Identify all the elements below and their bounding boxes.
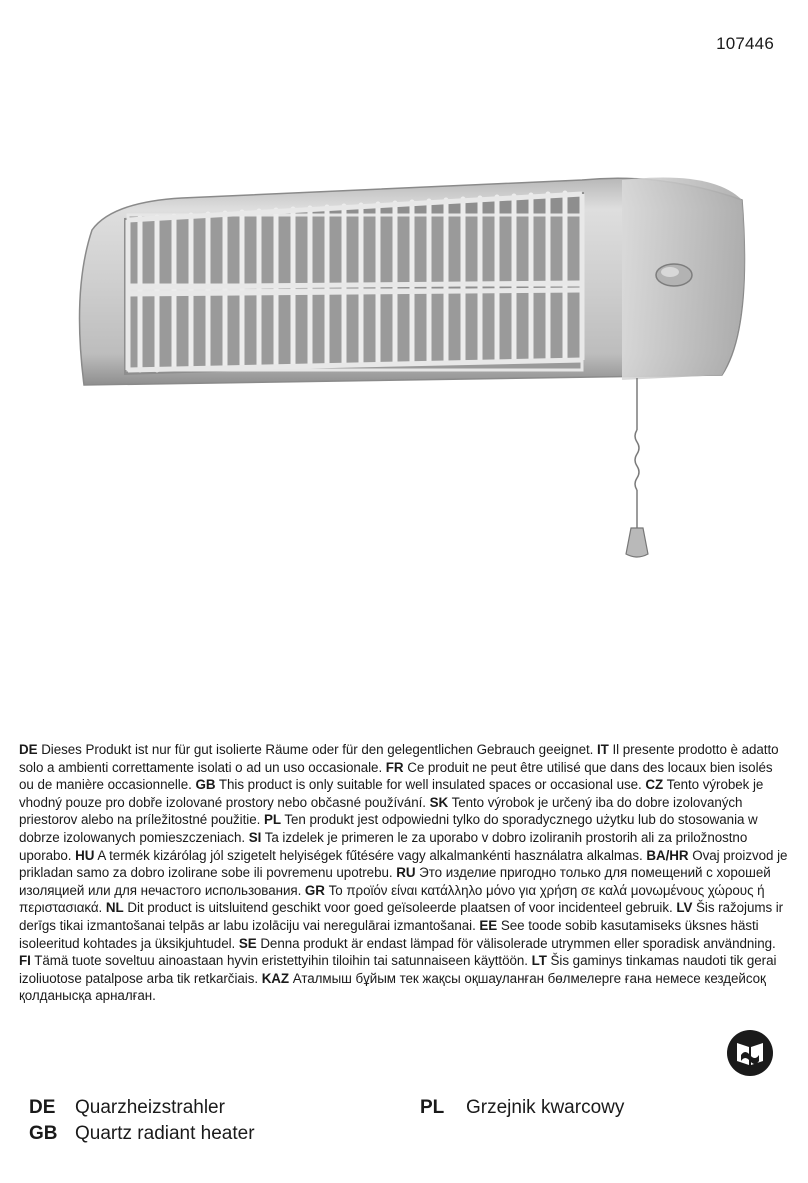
notice-text: Il presente prodotto è adatto solo a ambienti correttamente isolati o ad un uso occasionale. [19, 742, 779, 775]
notice-text: Ovaj proizvod je prikladan samo za dobro izolirane sobe ili povremenu upotrebu. [19, 847, 788, 881]
title-pl [420, 1097, 624, 1119]
notice-lang-code: LT [531, 953, 547, 969]
notice-text: Tento výrobok je určený iba do dobre izolovaných priestorov alebo na príležitostné použitie. [19, 794, 743, 828]
notice-text: Dit product is uitsluitend geschikt voor goed geïsoleerde plaatsen of voor incidenteel gebruik. [127, 900, 673, 916]
notice-lang-code: PL [263, 812, 281, 828]
heater-illustration [62, 170, 778, 570]
notice-lang-code: SK [429, 794, 449, 810]
notice-lang-code: SE [238, 935, 257, 951]
notice-text: Tento výrobek je vhodný pouze pro dobře izolované prostory nebo občasné používání. [19, 777, 764, 810]
title-gb [29, 1123, 255, 1145]
notice-lang-code: EE [479, 917, 498, 933]
notice-text: Ten produkt jest odpowiedni tylko do sporadycznego użytku lub do stosowania w dobrze izolowanych pomieszczeniach. [19, 812, 758, 845]
notice-lang-code: KAZ [261, 970, 290, 986]
title-de-code: DE [29, 1097, 56, 1118]
notice-text: Šis ražojums ir derīgs tikai izmantošanai telpās ar labu izolāciju vai neregulārai izmantošanai. [19, 900, 784, 933]
notice-lang-code: FR [385, 759, 404, 775]
article-number: 107446 [716, 34, 774, 53]
title-gb-name: Quartz radiant heater [75, 1123, 255, 1144]
notice-lang-code: LV [676, 900, 693, 916]
read-manual-icon [726, 1029, 774, 1077]
notice-lang-code: IT [597, 742, 609, 757]
pull-cord-handle [626, 528, 648, 557]
notice-lang-code: GR [304, 882, 325, 898]
notice-text: Tämä tuote soveltuu ainoastaan hyvin eristettyihin tiloihin tai satunnaiseen käyttöön. [34, 953, 528, 969]
notice-gb [195, 777, 641, 792]
notice-lang-code: RU [396, 865, 416, 881]
notice-lang-code: GB [195, 777, 216, 793]
notice-lang-code: FI [19, 953, 31, 969]
notice-text: Denna produkt är endast lämpad för välisolerade utrymmen eller sporadisk användning. [260, 935, 776, 951]
notice-lang-code: SI [248, 829, 262, 845]
notice-text: This product is only suitable for well insulated spaces or occasional use. [218, 777, 642, 793]
pull-cord [635, 378, 639, 528]
notice-text: Dieses Produkt ist nur für gut isolierte Räume oder für den gelegentlichen Gebrauch geeignet. [41, 742, 594, 757]
notice-lang-code: HU [75, 847, 95, 863]
title-de [29, 1097, 225, 1119]
notice-se [239, 936, 776, 951]
notice-fi [19, 953, 528, 968]
notice-lang-code: BA/HR [646, 847, 689, 863]
notice-lang-code: CZ [645, 777, 664, 793]
title-de-name: Quarzheizstrahler [75, 1097, 225, 1118]
title-pl-code: PL [420, 1097, 445, 1118]
notice-text: Ce produit ne peut être utilisé que dans des locaux bien isolés ou de manière occasionnelle. [19, 759, 773, 793]
notice-text: A termék kizárólag jól szigetelt helyiségek fűtésére vagy alkalmankénti használatra alkalmas. [97, 847, 643, 863]
notice-text: Аталмыш бұйым тек жақсы оқшауланған бөлмелерге ғана немесе кездейсоқ қолданысқа арналған. [19, 970, 766, 1004]
notice-nl [106, 900, 673, 915]
title-pl-name: Grzejnik kwarcowy [466, 1097, 625, 1118]
notice-lang-code: NL [105, 900, 124, 916]
notice-text: Это изделие пригодно только для помещений с хорошей изоляцией или для нечастого использования. [19, 865, 771, 898]
notice-hu [75, 848, 643, 863]
notice-text: See toode sobib kasutamiseks üksnes hästi isoleeritud kohtades ja üksikjuhtudel. [19, 917, 759, 951]
usage-notice [19, 741, 789, 1005]
notice-de [19, 742, 593, 757]
notice-text: Ta izdelek je primeren le za uporabo v dobro izoliranih prostorih ali za priložnostno uporabo. [19, 829, 748, 863]
notice-lang-code: DE [19, 742, 38, 757]
notice-text: Το προϊόν είναι κατάλληλο μόνο για χρήση σε καλά μονωμένους χώρους ή περιστασιακά. [19, 882, 765, 916]
title-gb-code: GB [29, 1123, 58, 1144]
notice-text: Šis gaminys tinkamas naudoti tik gerai izoliuotose patalpose arba tik retkarčiais. [19, 953, 777, 986]
